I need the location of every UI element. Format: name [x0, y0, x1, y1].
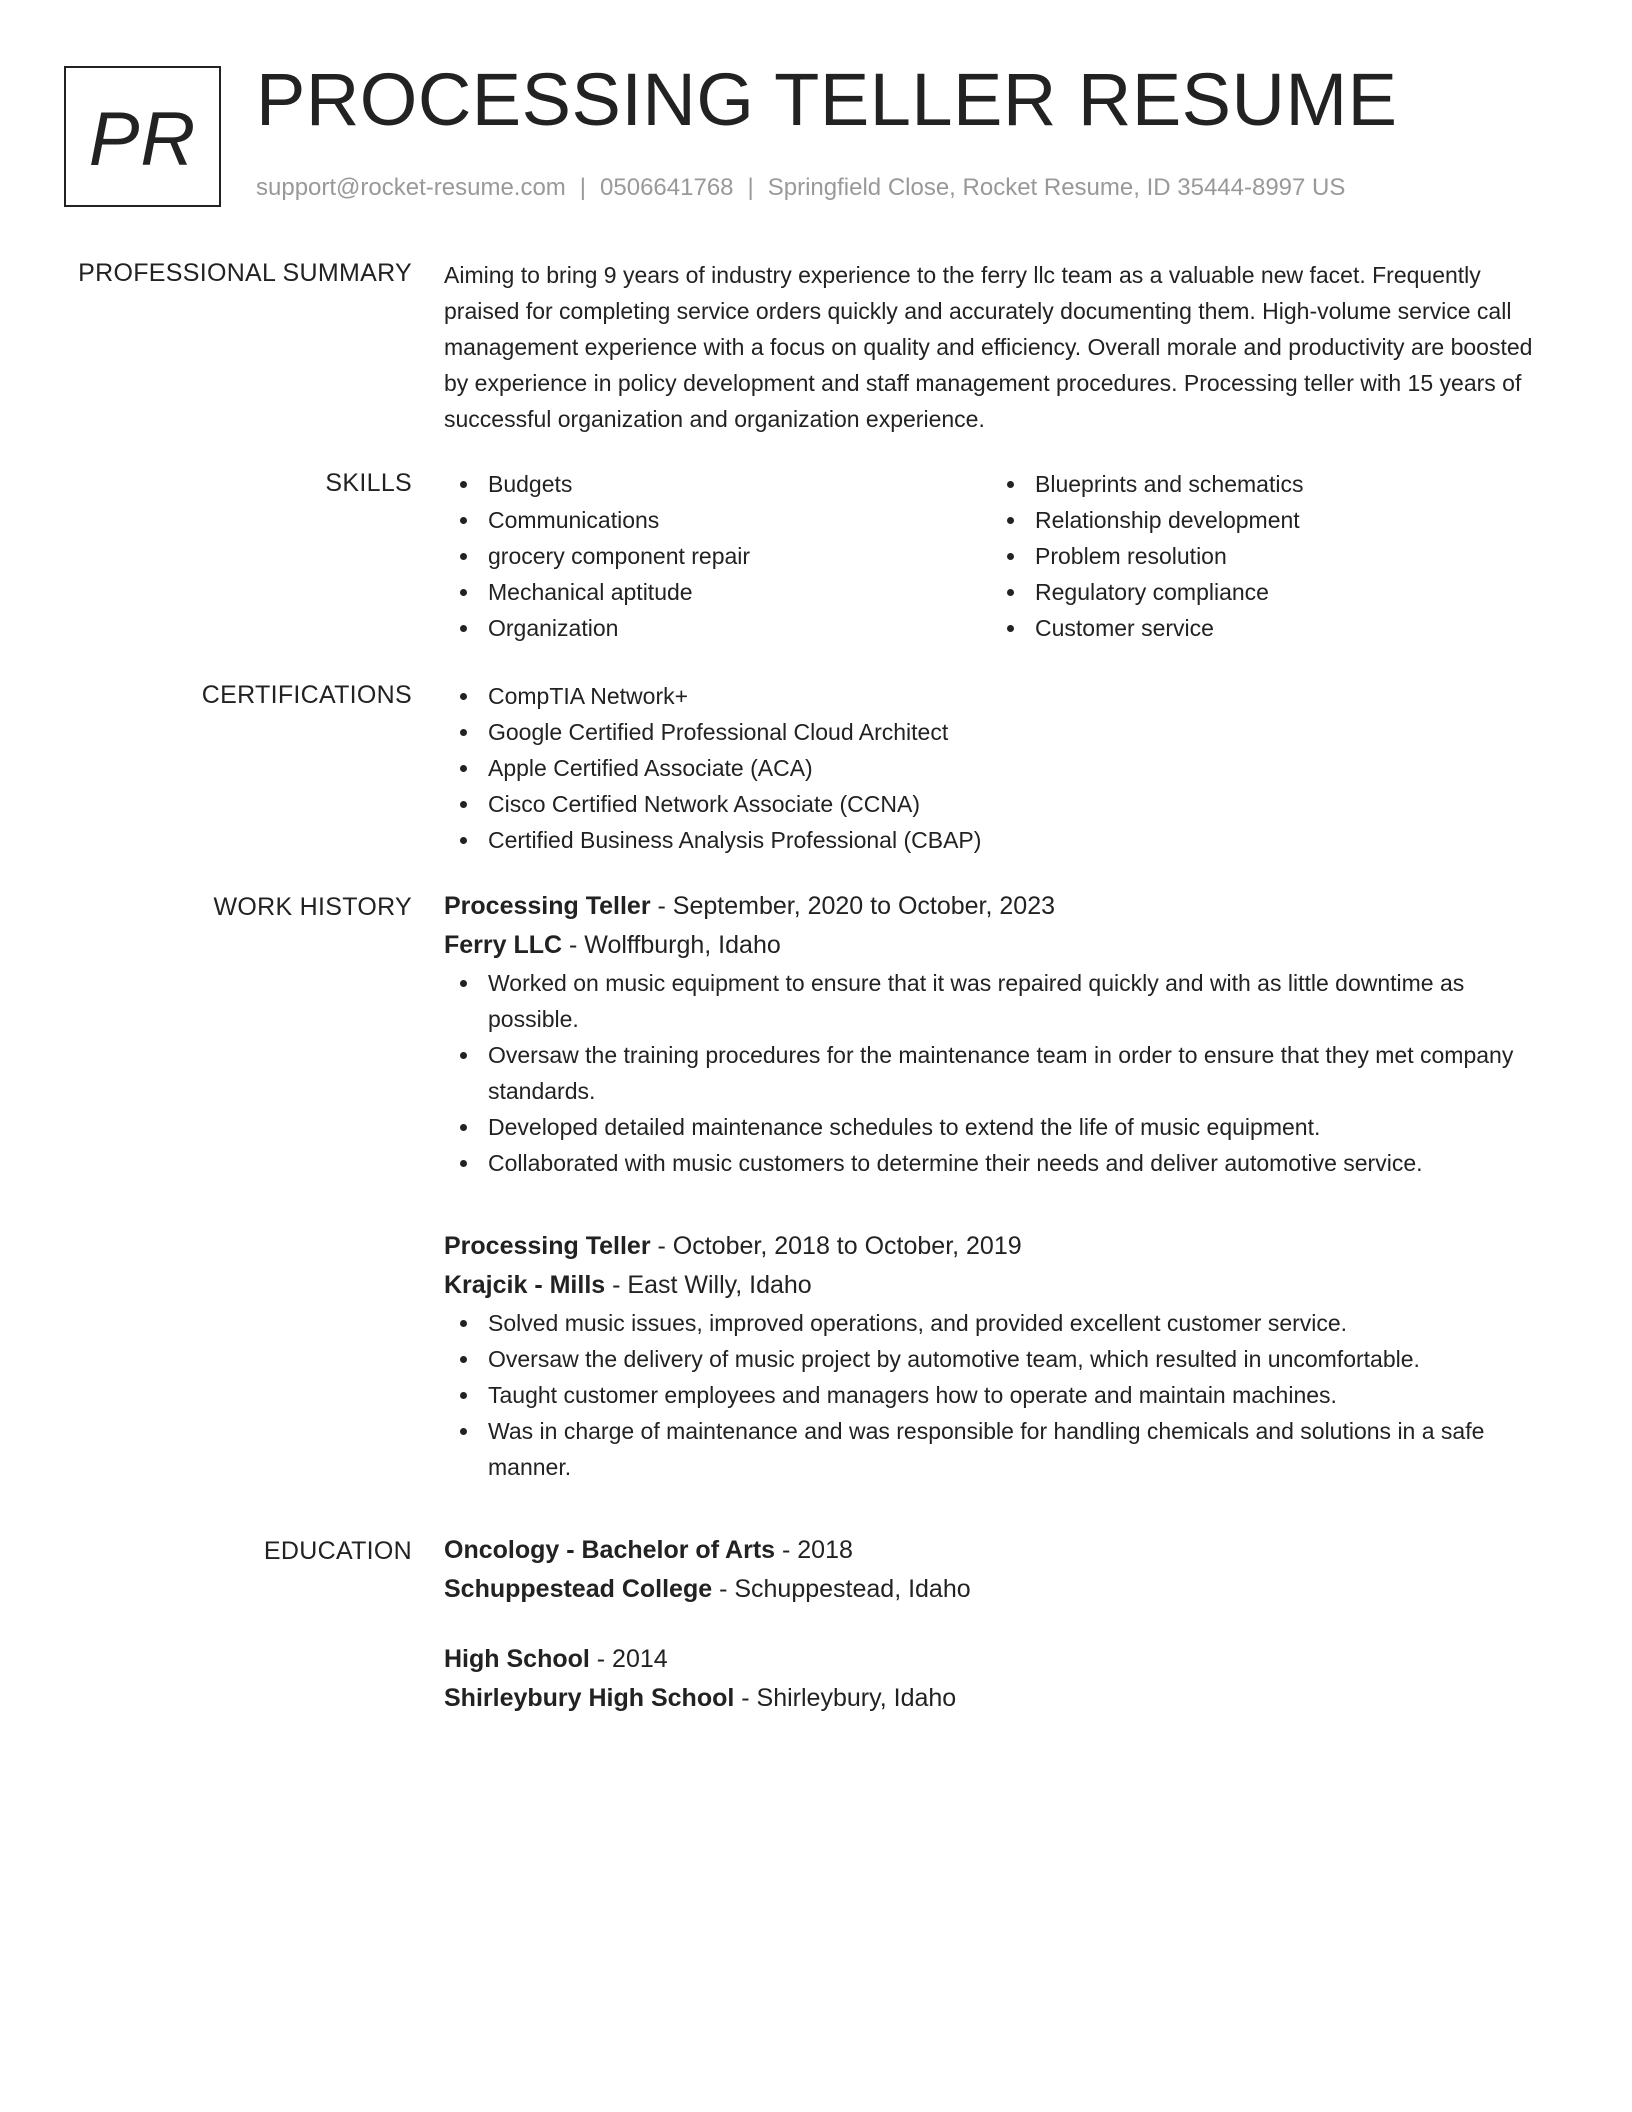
skill-item: Problem resolution [991, 538, 1538, 574]
job-duty: Was in charge of maintenance and was responsible for handling chemicals and solutions in a safe manner. [444, 1413, 1554, 1485]
job-location: - Wolffburgh, Idaho [562, 931, 781, 959]
summary-heading: PROFESSIONAL SUMMARY [78, 259, 412, 287]
education-location: - Shirleybury, Idaho [734, 1684, 957, 1712]
education-school: Shirleybury High School [444, 1684, 735, 1712]
skill-item: Budgets [444, 466, 991, 502]
skill-item: Regulatory compliance [991, 574, 1538, 610]
job-duty: Oversaw the delivery of music project by automotive team, which resulted in uncomfortable. [444, 1341, 1554, 1377]
skill-item: Organization [444, 610, 991, 646]
certification-item: Apple Certified Associate (ACA) [444, 750, 1554, 786]
education-entry [444, 1531, 1554, 1609]
contact-line [256, 172, 1345, 203]
job-duties-list [444, 1305, 1554, 1485]
job-location: - East Willy, Idaho [605, 1271, 812, 1299]
job-duty: Solved music issues, improved operations, and provided excellent customer service. [444, 1305, 1554, 1341]
skill-item: Mechanical aptitude [444, 574, 991, 610]
education-entry [444, 1640, 1554, 1718]
job-dates: - October, 2018 to October, 2019 [650, 1232, 1022, 1260]
skill-item: Blueprints and schematics [991, 466, 1538, 502]
job-entry [444, 1227, 1554, 1485]
education-year: - 2014 [589, 1645, 668, 1673]
certifications-heading: CERTIFICATIONS [201, 681, 412, 709]
summary-text: Aiming to bring 9 years of industry experience to the ferry llc team as a valuable new facet. Frequently praised for completing service orders quickly and accurately documenting them. High-volume service call management experience with a focus on quality and efficiency. Overall morale and productivity are boosted by experience in policy development and staff management procedures. Processing teller with 15 years of successful organization and organization experience. [444, 262, 1533, 432]
education-degree: Oncology - Bachelor of Arts [444, 1536, 776, 1564]
skill-item: Relationship development [991, 502, 1538, 538]
education-degree-line [444, 1640, 1554, 1679]
education-heading: EDUCATION [263, 1537, 412, 1565]
certifications-list [444, 678, 1554, 858]
monogram-initials: PR [88, 97, 197, 182]
job-company: Ferry LLC [444, 931, 563, 959]
education-degree-line [444, 1531, 1554, 1570]
contact-phone[interactable]: 0506641768 [600, 174, 734, 201]
education-degree: High School [444, 1645, 590, 1673]
certification-item: Google Certified Professional Cloud Architect [444, 714, 1554, 750]
skills-heading: SKILLS [325, 469, 412, 497]
contact-email[interactable]: support@rocket-resume.com [256, 174, 566, 201]
page-title: PROCESSING TELLER RESUME [256, 58, 1398, 141]
skill-item: Communications [444, 502, 991, 538]
contact-separator: | [747, 174, 754, 201]
job-entry [444, 887, 1554, 1181]
certification-item: CompTIA Network+ [444, 678, 1554, 714]
education-location: - Schuppestead, Idaho [712, 1575, 971, 1603]
skill-item: grocery component repair [444, 538, 991, 574]
job-dates: - September, 2020 to October, 2023 [650, 892, 1056, 920]
job-role: Processing Teller [444, 892, 651, 920]
job-title-line [444, 887, 1554, 926]
contact-separator: | [579, 174, 587, 201]
work-history-heading: WORK HISTORY [213, 893, 412, 921]
skills-body [444, 466, 1554, 646]
skills-list-left [444, 466, 991, 646]
contact-address: Springfield Close, Rocket Resume, ID 35444-8997 US [767, 174, 1346, 201]
education-year: - 2018 [775, 1536, 853, 1564]
skill-item: Customer service [991, 610, 1538, 646]
certifications-body [444, 678, 1554, 858]
job-company-line [444, 926, 1554, 965]
education-school: Schuppestead College [444, 1575, 713, 1603]
certification-item: Certified Business Analysis Professional (CBAP) [444, 822, 1554, 858]
job-duty: Collaborated with music customers to determine their needs and deliver automotive service. [444, 1145, 1554, 1181]
job-title-line [444, 1227, 1554, 1266]
job-company-line [444, 1266, 1554, 1305]
monogram-box [64, 66, 221, 207]
certification-item: Cisco Certified Network Associate (CCNA) [444, 786, 1554, 822]
job-duties-list [444, 965, 1554, 1181]
skills-list-right [991, 466, 1538, 646]
job-duty: Taught customer employees and managers how to operate and maintain machines. [444, 1377, 1554, 1413]
education-school-line [444, 1570, 1554, 1609]
job-duty: Worked on music equipment to ensure that it was repaired quickly and with as little downtime as possible. [444, 965, 1554, 1037]
job-duty: Developed detailed maintenance schedules to extend the life of music equipment. [444, 1109, 1554, 1145]
education-school-line [444, 1679, 1554, 1718]
job-company: Krajcik - Mills [444, 1271, 606, 1299]
job-duty: Oversaw the training procedures for the maintenance team in order to ensure that they met company standards. [444, 1037, 1554, 1109]
job-role: Processing Teller [444, 1232, 651, 1260]
